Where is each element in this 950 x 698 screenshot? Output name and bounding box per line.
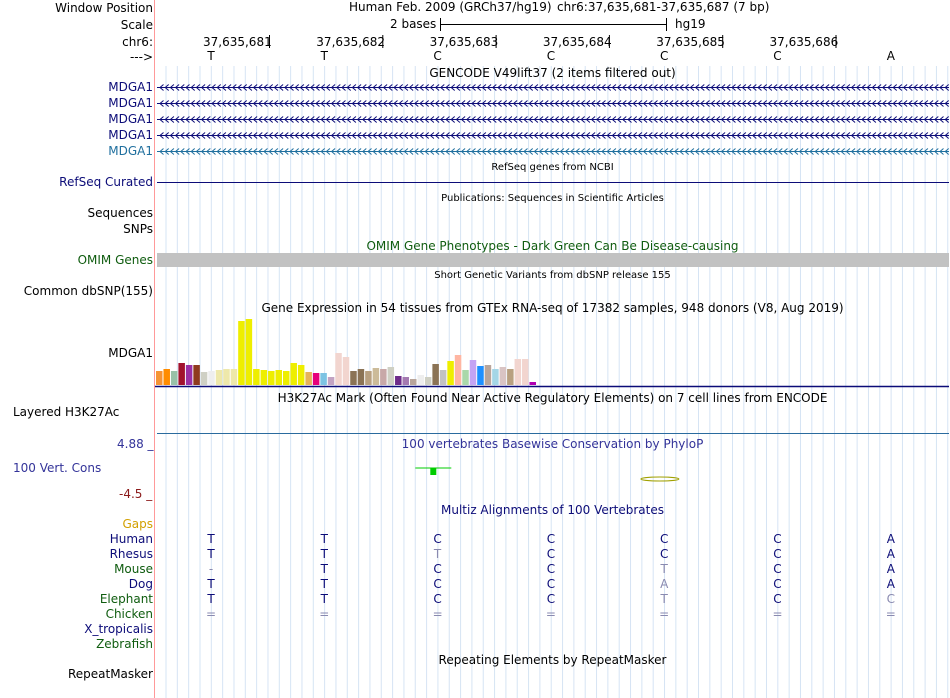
alignment-base: =	[205, 607, 217, 621]
gtex-tissue-bar[interactable]	[477, 366, 484, 385]
conservation-plot[interactable]	[415, 468, 950, 481]
dbsnp-label[interactable]: Common dbSNP(155)	[23, 284, 153, 298]
multiz-gaps-label: Gaps	[122, 517, 153, 531]
cons-title: 100 vertebrates Basewise Conservation by PhyloP	[401, 437, 704, 451]
gencode-title: GENCODE V49lift37 (2 items filtered out)	[429, 66, 676, 80]
gtex-tissue-bar[interactable]	[395, 376, 402, 385]
alignment-base: T	[207, 592, 215, 606]
alignment-base: C	[659, 547, 669, 561]
alignment-base: A	[886, 577, 895, 591]
gtex-tissue-bar[interactable]	[447, 361, 454, 385]
gtex-tissue-bar[interactable]	[231, 369, 238, 385]
alignment-base: C	[546, 562, 556, 576]
gtex-tissue-bar[interactable]	[305, 372, 312, 385]
alignment-base: T	[320, 592, 328, 606]
ruler-tick-label: 37,635,684	[542, 35, 612, 49]
gencode-item-label[interactable]: MDGA1	[108, 111, 153, 126]
scale-text: 2 bases	[390, 17, 437, 31]
gtex-tissue-bar[interactable]	[178, 363, 185, 385]
ruler-tick-label: 37,635,683	[429, 35, 499, 49]
alignment-base: T	[320, 532, 328, 546]
gtex-tissue-bar[interactable]	[186, 365, 193, 385]
alignment-base: C	[546, 577, 556, 591]
gtex-tissue-bar[interactable]	[253, 369, 259, 385]
cons-negative-mark[interactable]	[641, 477, 679, 481]
gtex-tissue-bar[interactable]	[201, 372, 208, 385]
gtex-tissue-bar[interactable]	[530, 382, 537, 385]
ruler-tick-label: 37,635,681	[203, 35, 272, 49]
gtex-tissue-bar[interactable]	[522, 359, 529, 385]
gencode-gene-lines[interactable]	[157, 85, 949, 155]
gtex-tissue-bar[interactable]	[246, 319, 253, 385]
gtex-tissue-bar[interactable]	[283, 371, 290, 385]
gtex-tissue-bar[interactable]	[156, 371, 163, 385]
assembly-name: Human Feb. 2009 (GRCh37/hg19)	[349, 0, 552, 14]
gtex-tissue-bar[interactable]	[373, 368, 380, 385]
gtex-tissue-bar[interactable]	[500, 367, 507, 385]
alignment-base: =	[772, 607, 783, 621]
pubs-snps-label[interactable]: SNPs	[123, 222, 153, 236]
gtex-tissue-bar[interactable]	[268, 371, 275, 385]
ruler-tick-label: 37,635,682	[316, 35, 386, 49]
scale-bar	[440, 18, 667, 31]
gtex-tissue-bar[interactable]	[276, 370, 283, 385]
alignment-base: T	[433, 547, 442, 561]
window-position-label: Window Position	[55, 1, 153, 15]
alignment-base: =	[432, 607, 443, 621]
reference-base: C	[659, 49, 669, 63]
rmsk-title: Repeating Elements by RepeatMasker	[438, 653, 667, 667]
species-label[interactable]: Dog	[128, 577, 153, 591]
gencode-item-label[interactable]: MDGA1	[108, 95, 153, 110]
alignment-base: C	[659, 532, 669, 546]
gtex-tissue-bar[interactable]	[403, 377, 410, 385]
gtex-tissue-bar[interactable]	[261, 370, 268, 385]
alignment-base: T	[207, 532, 215, 546]
alignment-base: T	[320, 562, 328, 576]
chrom-label: chr6:	[122, 35, 153, 49]
gtex-tissue-bar[interactable]	[365, 371, 372, 385]
alignment-base: =	[659, 607, 670, 621]
species-label[interactable]: X_tropicalis	[84, 622, 153, 636]
alignment-base: C	[773, 577, 782, 591]
gtex-tissue-bar[interactable]	[193, 365, 200, 385]
gtex-tissue-bar[interactable]	[350, 371, 357, 385]
alignment-base: A	[886, 547, 895, 561]
refseq-title: RefSeq genes from NCBI	[491, 162, 614, 173]
cons-label[interactable]: 100 Vert. Cons	[13, 461, 102, 475]
omim-gene-bar[interactable]	[157, 253, 949, 267]
gtex-tissue-bar[interactable]	[507, 369, 513, 385]
reference-base: T	[320, 49, 328, 63]
gtex-tissue-bar[interactable]	[171, 371, 178, 385]
gtex-tissue-bar[interactable]	[410, 379, 417, 385]
gtex-tissue-bar[interactable]	[216, 370, 223, 385]
alignment-base: T	[320, 547, 328, 561]
db-name: hg19	[675, 17, 706, 31]
reference-base: T	[207, 49, 215, 63]
gtex-tissue-bar[interactable]	[417, 375, 424, 385]
gtex-tissue-bar[interactable]	[223, 369, 230, 385]
multiz-title: Multiz Alignments of 100 Vertebrates	[440, 503, 665, 517]
gtex-tissue-bar[interactable]	[432, 364, 439, 385]
alignment-base: C	[433, 592, 442, 606]
dbsnp-title: Short Genetic Variants from dbSNP release 155	[434, 270, 671, 281]
gtex-tissue-bar[interactable]	[455, 355, 462, 385]
gtex-tissue-bar[interactable]	[313, 373, 320, 385]
alignment-base: =	[319, 607, 330, 621]
alignment-base: A	[886, 562, 895, 576]
reference-base: C	[773, 49, 782, 63]
gencode-item-label[interactable]: MDGA1	[108, 143, 153, 158]
alignment-base: =	[885, 607, 896, 621]
alignment-base: -	[208, 562, 214, 576]
gencode-item-label[interactable]: MDGA1	[108, 79, 153, 94]
gtex-tissue-bar[interactable]	[425, 377, 432, 385]
alignment-base: C	[773, 532, 782, 546]
alignment-base: C	[546, 592, 556, 606]
gtex-bar-chart[interactable]	[156, 319, 536, 385]
gtex-tissue-bar[interactable]	[515, 359, 522, 385]
alignment-base: T	[207, 577, 215, 591]
ruler-tick-label: 37,635,686	[769, 35, 839, 49]
cons-positive-bar[interactable]	[430, 468, 436, 475]
species-label[interactable]: Elephant	[99, 592, 153, 606]
alignment-base: C	[546, 532, 556, 546]
alignment-base: A	[660, 577, 669, 591]
gtex-tissue-bar[interactable]	[238, 321, 245, 385]
ruler-tick-label: 37,635,685	[656, 35, 725, 49]
alignment-base: T	[207, 547, 215, 561]
reference-base: C	[433, 49, 442, 63]
gtex-tissue-bar[interactable]	[320, 373, 327, 385]
gtex-tissue-bar[interactable]	[163, 369, 170, 385]
gtex-tissue-bar[interactable]	[358, 369, 365, 385]
strand-arrow-label: --->	[129, 50, 153, 64]
gtex-tissue-bar[interactable]	[462, 370, 469, 385]
alignment-base: C	[773, 592, 782, 606]
species-label[interactable]: Zebrafish	[96, 637, 153, 651]
rmsk-label[interactable]: RepeatMasker	[67, 667, 153, 681]
gtex-tissue-bar[interactable]	[388, 367, 395, 385]
gtex-tissue-bar[interactable]	[335, 353, 342, 385]
species-label[interactable]: Mouse	[114, 562, 153, 576]
gencode-item-label[interactable]: MDGA1	[108, 127, 153, 142]
gtex-title: Gene Expression in 54 tissues from GTEx RNA-seq of 17382 samples, 948 donors (V8, Aug 2019)	[261, 301, 844, 315]
cons-max-label: 4.88 _	[117, 437, 154, 451]
gtex-tissue-bar[interactable]	[328, 377, 335, 385]
gtex-tissue-bar[interactable]	[492, 369, 499, 385]
alignment-base: T	[320, 577, 328, 591]
position-readout: chr6:37,635,681-37,635,687 (7 bp)	[557, 0, 770, 14]
gtex-tissue-bar[interactable]	[208, 371, 215, 385]
gtex-tissue-bar[interactable]	[343, 357, 350, 385]
species-label[interactable]: Rhesus	[109, 547, 153, 561]
species-label[interactable]: Human	[109, 532, 153, 546]
reference-base: C	[546, 49, 556, 63]
alignment-base: =	[545, 607, 556, 621]
omim-title: OMIM Gene Phenotypes - Dark Green Can Be Disease-causing	[366, 239, 739, 253]
alignment-base: C	[433, 577, 442, 591]
h3k27ac-label[interactable]: Layered H3K27Ac	[13, 405, 120, 419]
alignment-base: C	[433, 532, 442, 546]
scale-label: Scale	[120, 18, 153, 32]
species-label[interactable]: Chicken	[105, 607, 153, 621]
pubs-title: Publications: Sequences in Scientific Articles	[441, 193, 664, 204]
gtex-tissue-bar[interactable]	[290, 363, 297, 385]
reference-base: A	[886, 49, 895, 63]
alignment-base: T	[660, 562, 668, 576]
alignment-base: A	[886, 532, 895, 546]
alignment-base: T	[660, 592, 668, 606]
alignment-base: C	[886, 592, 895, 606]
gtex-tissue-bar[interactable]	[485, 365, 492, 385]
gtex-tissue-bar[interactable]	[470, 360, 477, 385]
alignment-base: C	[433, 562, 442, 576]
alignment-base: C	[773, 547, 782, 561]
gtex-tissue-bar[interactable]	[440, 370, 447, 385]
alignment-base: C	[546, 547, 556, 561]
omim-label[interactable]: OMIM Genes	[77, 253, 153, 267]
h3k27ac-title: H3K27Ac Mark (Often Found Near Active Regulatory Elements) on 7 cell lines from ENCODE	[277, 391, 828, 405]
gtex-label[interactable]: MDGA1	[108, 346, 153, 360]
cons-min-label: -4.5 _	[119, 487, 153, 501]
alignment-base: C	[773, 562, 782, 576]
gtex-tissue-bar[interactable]	[298, 365, 305, 385]
gtex-tissue-bar[interactable]	[380, 369, 387, 385]
refseq-label[interactable]: RefSeq Curated	[59, 175, 153, 189]
pubs-sequences-label[interactable]: Sequences	[87, 206, 153, 220]
